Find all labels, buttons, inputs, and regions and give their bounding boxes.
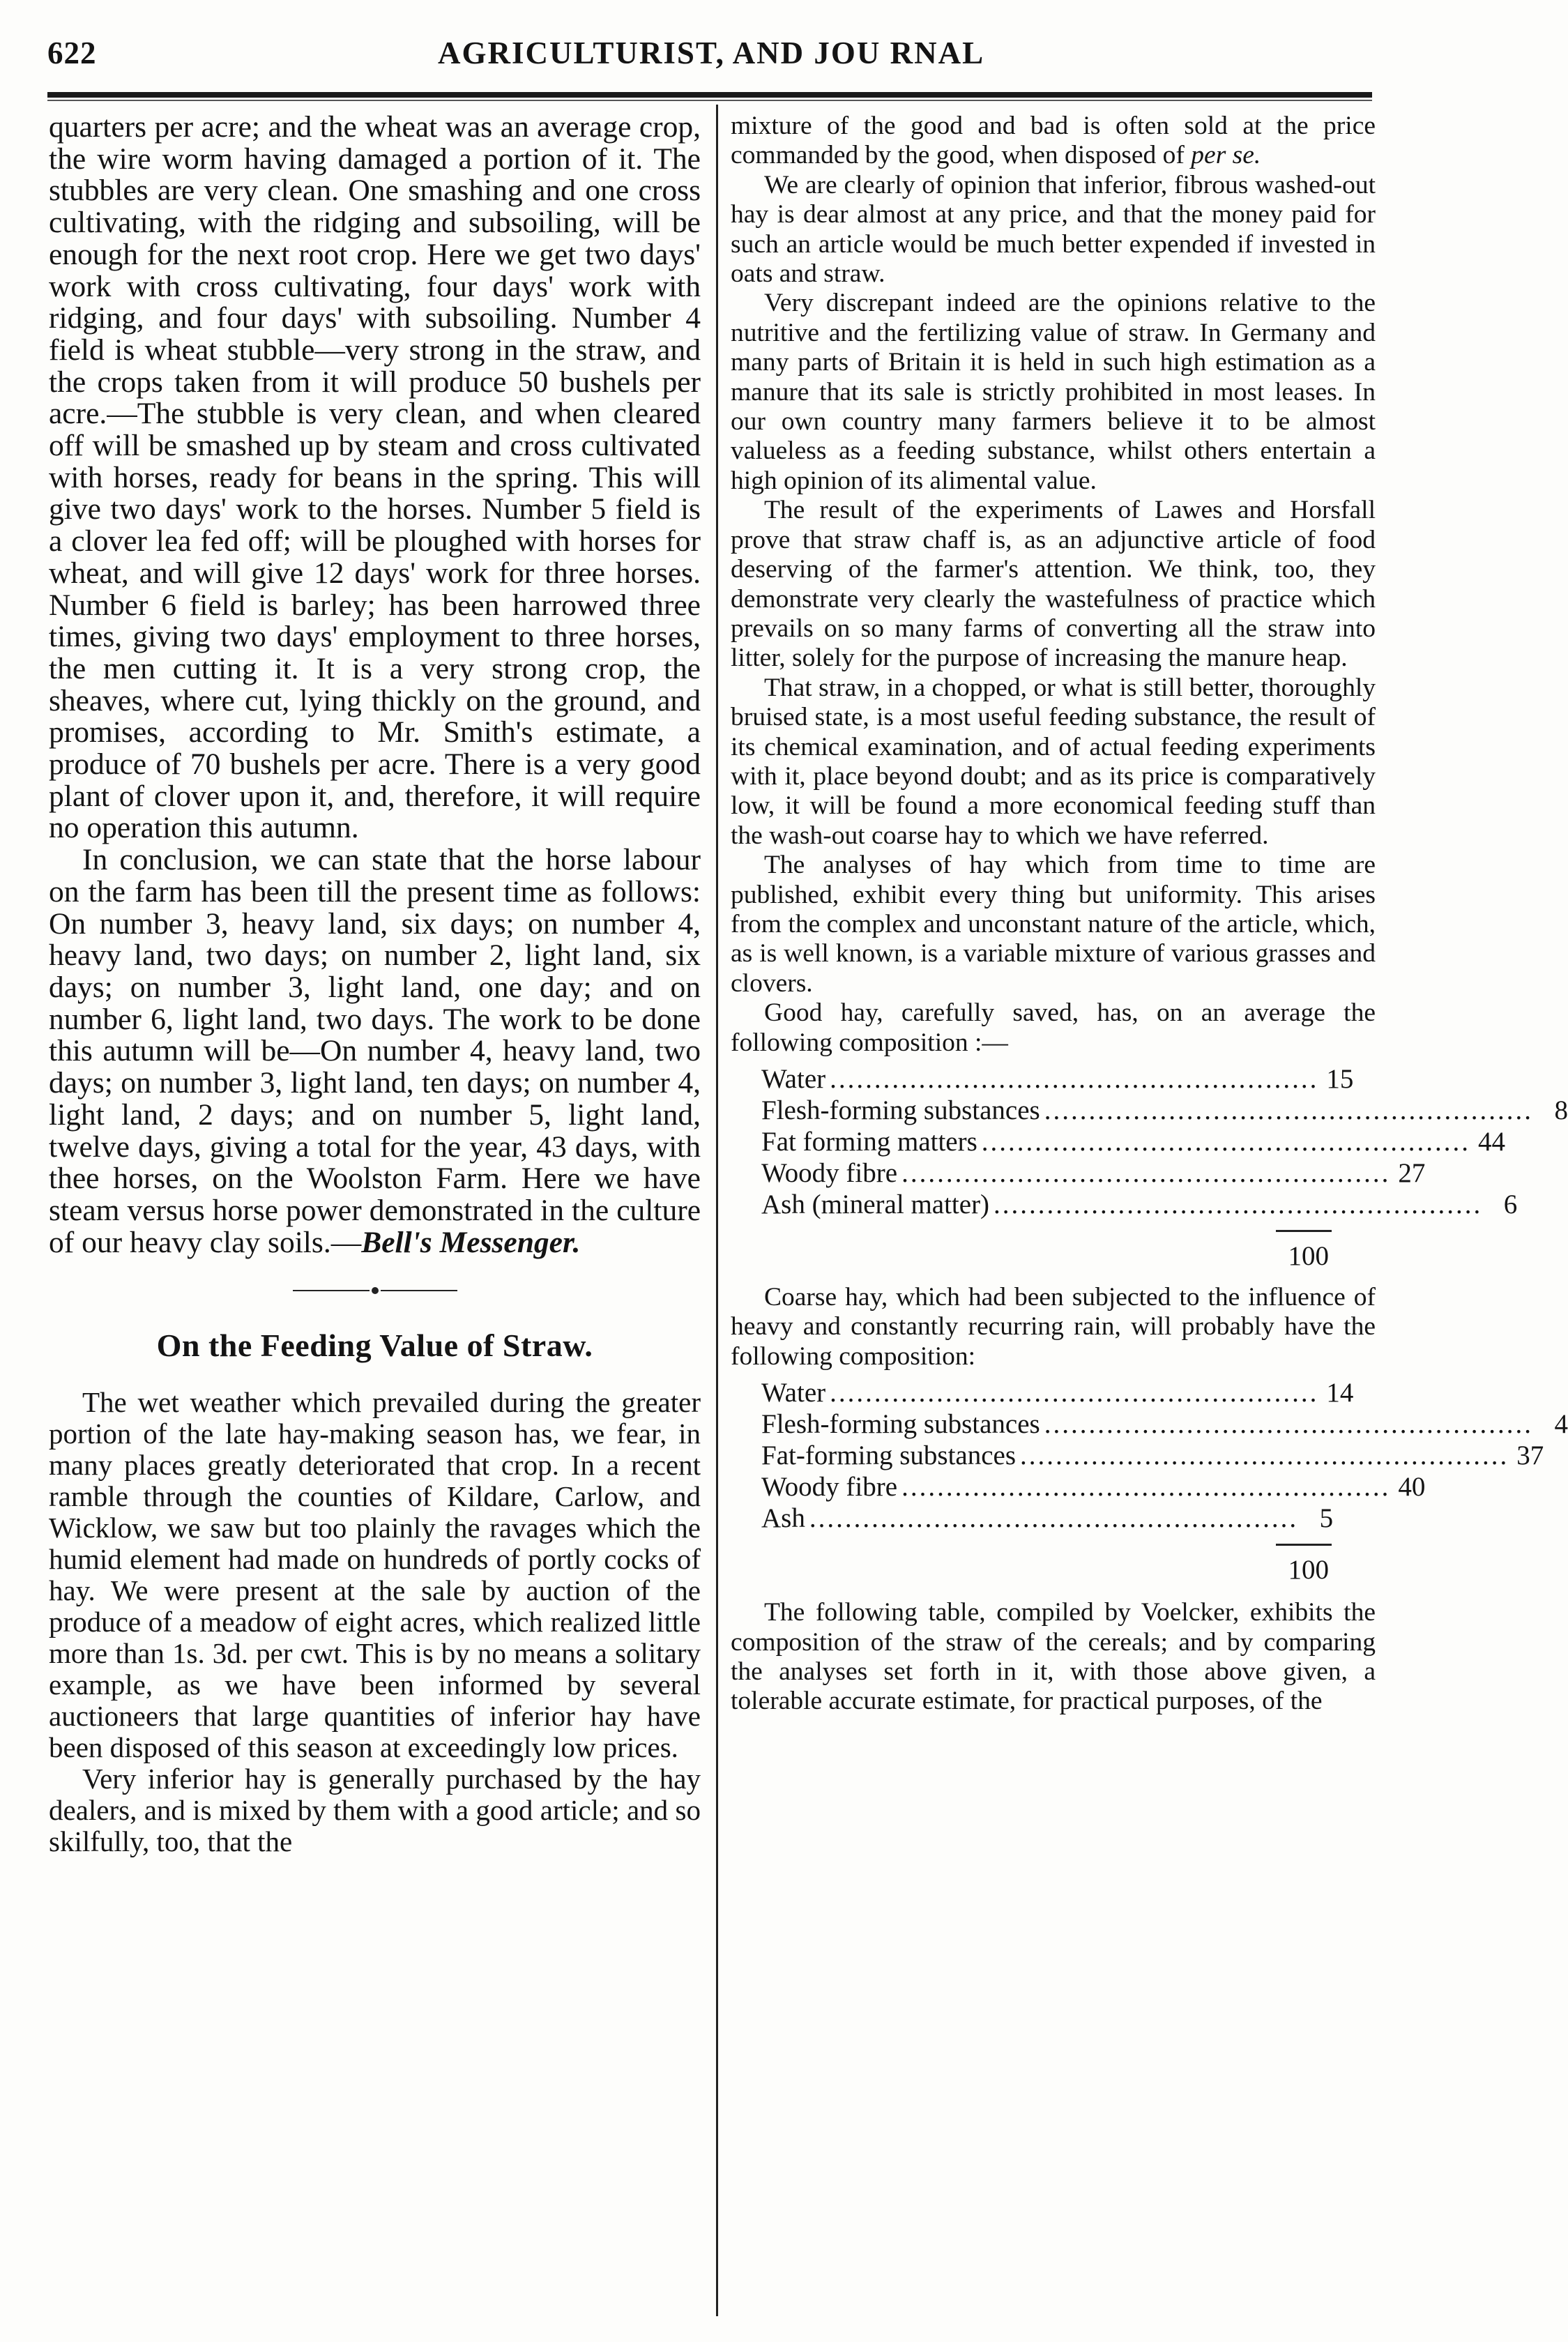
row-label: Flesh-forming substances — [761, 1409, 1040, 1440]
row-value: 14 — [1326, 1378, 1354, 1408]
paragraph-chopped-straw: That straw, in a chopped, or what is still better, thoroughly bruised state, is a most useful feeding substance, the result of its chemical examination, and of actual feeding experiments with it, place beyond doubt; and as its price is comparatively low, it will be found a more economical feeding stuff than the wash-out coarse hay to which we have referred. — [731, 673, 1376, 850]
paragraph-inferior-hay: Very inferior hay is generally purchased by the hay dealers, and is mixed by them with a good article; and so skilfully, too, that the — [49, 1763, 701, 1858]
leader-dots: ....................................................... — [981, 1127, 1471, 1157]
conclusion-text: In conclusion, we can state that the horse labour on the farm has been till the present time as follows: On number 3, heavy land, six days; on number 4, heavy land, two days; on number 2, light land, six days; on number 3, light land, one day; and on number 6, light land, two days. The work to be done this autumn will be—On number 4, heavy land, two days; on number 3, light land, ten days; on number 4, light land, 2 days; and on number 5, light land, twelve days, giving a total for the year, 43 days, with thee horses, on the Woolston Farm. Here we have steam versus horse power demonstrated in the culture of our heavy clay soils.— — [49, 843, 701, 1259]
article-body — [49, 1387, 701, 1857]
table-row — [761, 1408, 1568, 1440]
table-row — [761, 1189, 1518, 1220]
paragraph-analyses: The analyses of hay which from time to time are published, exhibit every thing but uniformity. This arises from the complex and unconstant nature of the article, which, as is well known, is a variable mixture of various grasses and clovers. — [731, 851, 1376, 998]
row-label: Flesh-forming substances — [761, 1095, 1040, 1125]
leader-dots: ....................................................... — [830, 1064, 1319, 1094]
composition-table-good-hay — [761, 1063, 1568, 1272]
table-row — [761, 1503, 1332, 1534]
header-rule — [47, 92, 1372, 98]
source-citation: Bell's Messenger. — [361, 1225, 581, 1259]
leader-dots: ....................................................... — [901, 1158, 1391, 1188]
paragraph-coarse-hay: Coarse hay, which had been subjected to the influence of heavy and constantly recurring rain, will probably have the following composition: — [731, 1283, 1376, 1371]
total-rule — [1276, 1544, 1332, 1546]
leader-dots: ....................................................... — [1044, 1095, 1533, 1125]
row-value: 15 — [1326, 1064, 1354, 1094]
row-value: 40 — [1398, 1472, 1426, 1503]
column-divider — [716, 105, 718, 2316]
section-ornament — [49, 1270, 701, 1311]
row-label: Woody fibre — [761, 1158, 898, 1188]
right-column — [731, 112, 1568, 2322]
table-row — [761, 1471, 1426, 1503]
article-title: On the Feeding Value of Straw. — [156, 1328, 593, 1364]
table-row — [761, 1063, 1354, 1095]
page-header — [47, 35, 1372, 86]
paragraph-farm-fields: quarters per acre; and the wheat was an average crop, the wire worm having damaged a portion of it. The stubbles are very clean. One smashing and one cross cultivating, with the ridging and subsoiling, will be enough for the next root crop. Here we get two days' work with cross cultivating, four days' work with ridging, and four days' with subsoiling. Number 4 field is wheat stubble—very strong in the straw, and the crops taken from it will produce 50 bushels per acre.—The stubble is very clean, and when cleared off will be smashed up by steam and cross cultivated with horses, ready for beans in the spring. This will give two days' work to the horses. Number 5 field is a clover lea fed off; will be ploughed with horses for wheat, and will give 12 days' work for three horses. Number 6 field is barley; has been harrowed three times, giving two days' employment to three horses, the men cutting it. It is a very strong crop, the sheaves, where cut, lying thickly on the ground, and promises, according to Mr. Smith's estimate, a produce of 70 bushels per acre. There is a very good plant of clover upon it, and, therefore, it will require no operation this autumn. — [49, 110, 701, 845]
total-rule — [1276, 1230, 1332, 1232]
row-value: 44 — [1478, 1127, 1506, 1157]
paragraph-opinion: We are clearly of opinion that inferior, fibrous washed-out hay is dear almost at any price, and that the money paid for such an article would be much better expended if invested in oats and straw. — [731, 170, 1376, 289]
leader-dots: ....................................................... — [994, 1189, 1483, 1219]
row-label: Ash — [761, 1503, 805, 1534]
row-label: Woody fibre — [761, 1472, 898, 1503]
table-total: 100 — [1288, 1555, 1329, 1586]
row-label: Ash (mineral matter) — [761, 1189, 990, 1219]
paragraph-experiments: The result of the experiments of Lawes and Horsfall prove that straw chaff is, as an adjunctive article of food deserving of the farmer's attention. We think, too, they demonstrate very clearly the wastefulness of practice which prevails on so many farms of converting all the straw into litter, solely for the purpose of increasing the manure heap. — [731, 496, 1376, 673]
row-label: Water — [761, 1378, 826, 1408]
paragraph-conclusion — [49, 844, 701, 1259]
leader-dots: ....................................................... — [1044, 1409, 1533, 1440]
leader-dots: ....................................................... — [901, 1472, 1391, 1503]
ornament-line-right — [381, 1290, 457, 1291]
header-rule-thin — [47, 100, 1372, 101]
paragraph-discrepant: Very discrepant indeed are the opinions relative to the nutritive and the fertilizing value of straw. In Germany and many parts of Britain it is held in such high estimation as a manure that its sale is strictly prohibited in most leases. In our own country many farmers believe it to be almost valueless as a feeding substance, whilst others entertain a high opinion of its alimental value. — [731, 289, 1376, 495]
row-label: Fat-forming substances — [761, 1440, 1017, 1471]
row-value: 27 — [1398, 1158, 1426, 1188]
paragraph-wet-weather: The wet weather which prevailed during the greater portion of the late hay-making season has, we fear, in many places greatly deteriorated that crop. In a recent ramble through the counties of Kildare, Carlow, and Wicklow, we saw but too plainly the ravages which the humid element had made on hundreds of portly cocks of hay. We were present at the sale by auction of the produce of a meadow of eight acres, which realized little more than 1s. 3d. per cwt. This is by no means a solitary example, as we have been informed by several auctioneers that large quantities of inferior hay have been disposed of this season at exceedingly low prices. — [49, 1386, 701, 1764]
row-value: 6 — [1503, 1189, 1518, 1219]
table-total: 100 — [1288, 1241, 1329, 1271]
ornament-dot — [372, 1287, 379, 1294]
table-row — [761, 1095, 1568, 1126]
mixture-text: mixture of the good and bad is often sold at the price commanded by the good, when disposed of — [731, 112, 1376, 170]
page-number: 622 — [47, 36, 97, 70]
composition-table-coarse-hay — [761, 1377, 1568, 1586]
row-label: Water — [761, 1064, 826, 1094]
paragraph-good-hay: Good hay, carefully saved, has, on an average the following composition :— — [731, 998, 1376, 1057]
table-row — [761, 1157, 1426, 1189]
table-row — [761, 1126, 1506, 1157]
row-value: 4 — [1554, 1409, 1568, 1440]
row-value: 8 — [1554, 1095, 1568, 1125]
paragraph-voelcker-table: The following table, compiled by Voelcker, exhibits the composition of the straw of the cereals; and by comparing the analyses set forth in it, with those above given, a tolerable accurate estimate, for practical purposes, of the — [731, 1598, 1376, 1716]
leader-dots: ....................................................... — [809, 1503, 1299, 1534]
left-column — [49, 112, 701, 2322]
row-label: Fat forming matters — [761, 1127, 977, 1157]
table-row — [761, 1377, 1354, 1408]
paragraph-mixture — [731, 112, 1376, 171]
row-value: 37 — [1516, 1440, 1544, 1471]
running-head-title: AGRICULTURIST, AND JOU RNAL — [438, 36, 985, 70]
per-se-italic: per se. — [1191, 141, 1261, 170]
row-value: 5 — [1319, 1503, 1334, 1534]
leader-dots: ....................................................... — [1020, 1440, 1509, 1471]
table-row — [761, 1440, 1544, 1471]
ornament-line-left — [293, 1290, 370, 1291]
leader-dots: ....................................................... — [830, 1378, 1319, 1408]
